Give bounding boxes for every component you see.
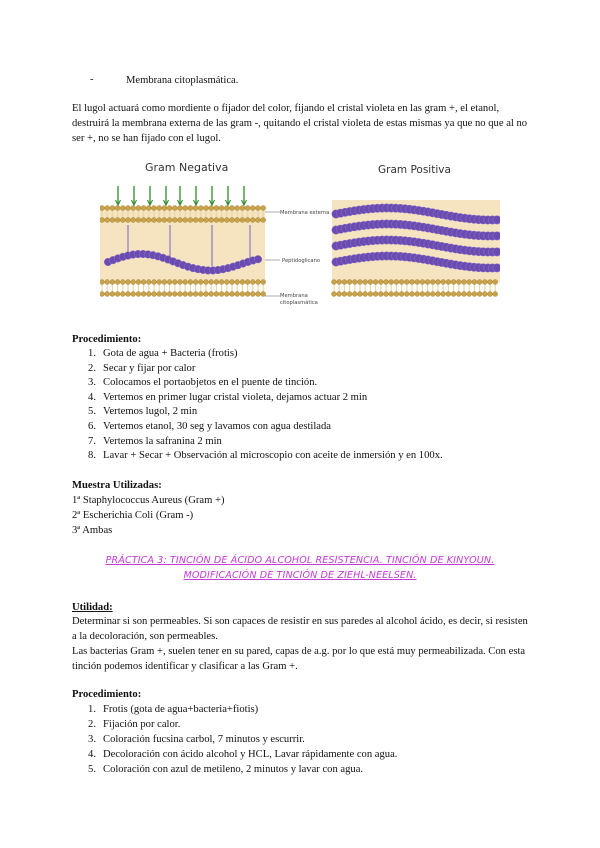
- lipid-head: [261, 280, 266, 285]
- lipid-head: [162, 292, 167, 297]
- lipid-head: [378, 280, 383, 285]
- lipid-head: [446, 280, 451, 285]
- lipid-head: [172, 292, 177, 297]
- lipid-head: [332, 292, 337, 297]
- lipid-head: [430, 280, 435, 285]
- lipid-head: [477, 280, 482, 285]
- lipid-head: [488, 280, 493, 285]
- lipid-head: [188, 218, 193, 223]
- lipid-head: [157, 292, 162, 297]
- lipid-head: [384, 292, 389, 297]
- lipid-head: [230, 218, 235, 223]
- lipid-head: [404, 280, 409, 285]
- lipid-head: [214, 218, 219, 223]
- lipid-head: [136, 206, 141, 211]
- lipid-head: [193, 280, 198, 285]
- lipid-head: [250, 206, 255, 211]
- lipid-head: [105, 280, 110, 285]
- lipid-head: [256, 206, 261, 211]
- lipid-head: [146, 292, 151, 297]
- lipid-head: [172, 218, 177, 223]
- lipid-head: [178, 206, 183, 211]
- lipid-head: [430, 292, 435, 297]
- lipid-head: [105, 218, 110, 223]
- lipid-head: [172, 206, 177, 211]
- lipid-head: [224, 206, 229, 211]
- bullet-text-membrana: Membrana citoplasmática.: [126, 75, 239, 86]
- lipid-head: [230, 280, 235, 285]
- lipid-head: [131, 218, 136, 223]
- lipid-head: [467, 280, 472, 285]
- lipid-head: [198, 280, 203, 285]
- lipid-head: [219, 292, 224, 297]
- lipid-head: [183, 206, 188, 211]
- procedure-step: 2. Secar y fijar por calor: [88, 362, 196, 374]
- procedure-step: 8. Lavar + Secar + Observación al microscopio con aceite de inmersión y en 100x.: [88, 450, 443, 462]
- lipid-head: [162, 206, 167, 211]
- procedure-step: 4. Decoloración con ácido alcohol y HCL, Lavar rápidamente con agua.: [88, 749, 398, 760]
- lipid-head: [152, 218, 157, 223]
- lipid-head: [410, 280, 415, 285]
- figure-title-positive: Gram Positiva: [378, 164, 451, 176]
- lipid-head: [352, 280, 357, 285]
- lipid-head: [131, 206, 136, 211]
- utility-paragraph-2: Las bacterias Gram +, suelen tener en su pared, capas de a.g. por lo que está muy permeabilizada. Con esta tinción podemos identificar y clasificar a las Gram +.: [72, 646, 526, 672]
- lipid-head: [235, 206, 240, 211]
- lipid-head: [493, 280, 498, 285]
- procedure-step: 6. Vertemos etanol, 30 seg y lavamos con agua destilada: [88, 420, 331, 432]
- peptidoglycan-bead: [493, 232, 500, 240]
- lipid-head: [245, 292, 250, 297]
- lipid-head: [209, 206, 214, 211]
- figure-labels: [265, 210, 329, 306]
- lipid-head: [152, 206, 157, 211]
- lipid-head: [347, 292, 352, 297]
- lipid-head: [110, 280, 115, 285]
- lipid-head: [467, 292, 472, 297]
- bullet-dash: -: [90, 74, 94, 85]
- lipid-head: [482, 280, 487, 285]
- sample-item-1: 1ª Staphylococcus Aureus (Gram +): [72, 495, 225, 506]
- lipid-head: [462, 292, 467, 297]
- label-peptidoglycan: Peptidoglicano: [282, 258, 321, 264]
- lipid-head: [115, 280, 120, 285]
- gram-wall-figure: [100, 150, 500, 320]
- lipid-head: [415, 280, 420, 285]
- lipid-head: [141, 218, 146, 223]
- lipid-head: [224, 218, 229, 223]
- peptidoglycan-bead: [493, 264, 500, 272]
- cytoplasmic-membrane-positive: [332, 280, 498, 297]
- lipid-head: [420, 292, 425, 297]
- lipid-head: [136, 292, 141, 297]
- lipid-head: [441, 292, 446, 297]
- lipid-head: [394, 292, 399, 297]
- lipid-head: [352, 292, 357, 297]
- cytoplasmic-membrane-negative: [100, 280, 266, 297]
- lipid-head: [188, 280, 193, 285]
- lipid-head: [373, 280, 378, 285]
- label-cyto-membrane-2: citoplasmática: [280, 300, 318, 306]
- lipid-head: [209, 218, 214, 223]
- lipid-head: [373, 292, 378, 297]
- lipid-head: [214, 292, 219, 297]
- lipid-head: [436, 280, 441, 285]
- lipid-head: [167, 206, 172, 211]
- lipid-head: [462, 280, 467, 285]
- lipid-head: [488, 292, 493, 297]
- lipid-head: [141, 280, 146, 285]
- gram-negative-panel: [100, 186, 266, 297]
- lipid-head: [250, 280, 255, 285]
- lipid-head: [172, 280, 177, 285]
- lipid-head: [146, 218, 151, 223]
- lipid-head: [141, 206, 146, 211]
- lipid-head: [456, 280, 461, 285]
- lipid-head: [332, 280, 337, 285]
- lipid-head: [198, 292, 203, 297]
- procedure-heading-2: Procedimiento:: [72, 689, 142, 700]
- lipid-head: [384, 280, 389, 285]
- lipid-head: [337, 280, 342, 285]
- lipid-head: [193, 218, 198, 223]
- lipid-head: [245, 206, 250, 211]
- lipid-head: [235, 292, 240, 297]
- procedure-step: 7. Vertemos la safranina 2 min: [88, 435, 222, 447]
- lipid-head: [209, 292, 214, 297]
- peptidoglycan-bead: [493, 216, 500, 224]
- lipid-head: [100, 280, 105, 285]
- lipid-head: [240, 206, 245, 211]
- lipid-head: [415, 292, 420, 297]
- lipid-head: [126, 280, 131, 285]
- lipid-head: [131, 280, 136, 285]
- lipid-head: [110, 292, 115, 297]
- lipid-head: [235, 280, 240, 285]
- lipid-head: [425, 292, 430, 297]
- lipid-head: [250, 292, 255, 297]
- lipid-head: [368, 292, 373, 297]
- lipid-head: [261, 206, 266, 211]
- lipid-head: [446, 292, 451, 297]
- peptidoglycan-bead: [254, 255, 262, 263]
- lipid-head: [436, 292, 441, 297]
- lipid-head: [167, 292, 172, 297]
- lipid-head: [451, 280, 456, 285]
- lipid-head: [224, 292, 229, 297]
- lipid-head: [363, 292, 368, 297]
- lipid-head: [178, 280, 183, 285]
- lipid-head: [261, 218, 266, 223]
- lipid-head: [214, 280, 219, 285]
- lipid-head: [183, 218, 188, 223]
- sample-item-3: 3ª Ambas: [72, 525, 113, 536]
- peptidoglycan-bead: [493, 248, 500, 256]
- lipid-head: [198, 218, 203, 223]
- lipid-head: [394, 280, 399, 285]
- procedure-list-2: [72, 702, 397, 777]
- lipid-head: [224, 280, 229, 285]
- lipid-head: [410, 292, 415, 297]
- figure-title-negative: Gram Negativa: [145, 161, 229, 174]
- lipid-head: [204, 292, 209, 297]
- lipid-head: [472, 292, 477, 297]
- lipid-head: [230, 292, 235, 297]
- lipid-head: [256, 280, 261, 285]
- lipid-head: [451, 292, 456, 297]
- lipid-head: [178, 292, 183, 297]
- lipid-head: [157, 280, 162, 285]
- lipid-head: [219, 206, 224, 211]
- lipid-head: [105, 206, 110, 211]
- lipid-head: [214, 206, 219, 211]
- lipid-head: [363, 280, 368, 285]
- lipid-head: [337, 292, 342, 297]
- lps-arrows: [116, 186, 247, 205]
- lipid-head: [110, 218, 115, 223]
- lipid-head: [198, 206, 203, 211]
- lipid-head: [240, 218, 245, 223]
- lipid-head: [472, 280, 477, 285]
- lipid-head: [493, 292, 498, 297]
- lipid-head: [256, 292, 261, 297]
- lipid-head: [162, 218, 167, 223]
- lipid-head: [240, 292, 245, 297]
- lipid-head: [178, 218, 183, 223]
- lipid-head: [378, 292, 383, 297]
- lipid-head: [240, 280, 245, 285]
- procedure-step: 5. Vertemos lugol, 2 min: [88, 406, 198, 418]
- lipid-head: [167, 280, 172, 285]
- lipid-head: [389, 280, 394, 285]
- procedure-step: 2. Fijación por calor.: [88, 719, 181, 730]
- lipid-head: [136, 280, 141, 285]
- lipid-head: [100, 292, 105, 297]
- lipid-head: [219, 218, 224, 223]
- lipid-head: [219, 280, 224, 285]
- lipid-head: [245, 218, 250, 223]
- procedure-heading-1: Procedimiento:: [72, 334, 142, 345]
- lipid-head: [425, 280, 430, 285]
- lipid-head: [204, 218, 209, 223]
- lipid-head: [136, 218, 141, 223]
- label-outer-membrane: Membrana externa: [280, 210, 330, 216]
- lipid-head: [146, 206, 151, 211]
- procedure-step: 3. Colocamos el portaobjetos en el puente de tinción.: [88, 377, 318, 389]
- lipid-head: [167, 218, 172, 223]
- gram-positive-panel: [332, 200, 501, 297]
- lipid-head: [131, 292, 136, 297]
- lipid-head: [477, 292, 482, 297]
- lipid-head: [404, 292, 409, 297]
- lipid-head: [120, 280, 125, 285]
- lugol-paragraph: El lugol actuará como mordiente o fijador del color, fijando el cristal violeta en las gram +, el etanol, destruirá la membrana externa de las gram -, quitando el cristal violeta de estas mismas ya que no que al no ser +, no se han fijado con el lugol.: [72, 103, 528, 144]
- lipid-head: [126, 218, 131, 223]
- lipid-head: [115, 218, 120, 223]
- lipid-head: [204, 206, 209, 211]
- lipid-head: [193, 206, 198, 211]
- lipid-head: [115, 292, 120, 297]
- lipid-head: [230, 206, 235, 211]
- lipid-head: [120, 292, 125, 297]
- utility-heading: Utilidad:: [72, 602, 113, 613]
- lipid-head: [126, 292, 131, 297]
- sample-item-2: 2ª Escherichia Coli (Gram -): [72, 510, 194, 521]
- lipid-head: [368, 280, 373, 285]
- lipid-head: [188, 206, 193, 211]
- procedure-step: 1. Gota de agua + Bacteria (frotis): [88, 348, 238, 359]
- lipid-head: [115, 206, 120, 211]
- lipid-head: [261, 292, 266, 297]
- lipid-head: [188, 292, 193, 297]
- lipid-head: [152, 280, 157, 285]
- lipid-head: [482, 292, 487, 297]
- lipid-head: [389, 292, 394, 297]
- procedure-step: 1. Frotis (gota de agua+bacteria+fiotis): [88, 704, 259, 715]
- practice-3-title[interactable]: PRÁCTICA 3: TINCIÓN DE ÁCIDO ALCOHOL RESISTENCIA. TINCIÓN DE KINYOUN. MODIFICACIÓN DE TINCIÓN DE ZIEHL-NEELSEN.: [105, 555, 495, 581]
- lipid-head: [152, 292, 157, 297]
- lipid-head: [157, 206, 162, 211]
- lipid-head: [245, 280, 250, 285]
- lipid-head: [126, 206, 131, 211]
- lipid-head: [399, 292, 404, 297]
- procedure-step: 3. Coloración fucsina carbol, 7 minutos y escurrir.: [88, 734, 305, 745]
- lipid-head: [100, 206, 105, 211]
- lipid-head: [358, 292, 363, 297]
- lipid-head: [235, 218, 240, 223]
- lipid-head: [399, 280, 404, 285]
- lipid-head: [456, 292, 461, 297]
- lipid-head: [441, 280, 446, 285]
- lipid-head: [204, 280, 209, 285]
- lipid-head: [120, 206, 125, 211]
- lipid-head: [358, 280, 363, 285]
- lipid-head: [157, 218, 162, 223]
- procedure-step: 5. Coloración con azul de metileno, 2 minutos y lavar con agua.: [88, 764, 364, 775]
- lipid-head: [141, 292, 146, 297]
- lipid-head: [146, 280, 151, 285]
- lipid-head: [110, 206, 115, 211]
- procedure-list-1: [72, 347, 443, 464]
- lipid-head: [120, 218, 125, 223]
- procedure-step: 4. Vertemos en primer lugar cristal violeta, dejamos actuar 2 min: [88, 391, 368, 403]
- samples-heading: Muestra Utilizadas:: [72, 480, 162, 491]
- lipid-head: [347, 280, 352, 285]
- lipid-head: [162, 280, 167, 285]
- lipid-head: [209, 280, 214, 285]
- lipid-head: [100, 218, 105, 223]
- lipid-head: [420, 280, 425, 285]
- utility-paragraph-1: Determinar si son permeables. Si son capaces de resistir en sus paredes al alcohol ácido, es decir, si resisten a la decoloración, son permeables.: [72, 616, 528, 642]
- lipid-head: [250, 218, 255, 223]
- lipid-head: [105, 292, 110, 297]
- lipid-head: [256, 218, 261, 223]
- lipid-head: [193, 292, 198, 297]
- lipid-head: [183, 280, 188, 285]
- lipid-head: [183, 292, 188, 297]
- label-cyto-membrane-1: Membrana: [280, 293, 308, 299]
- lipid-head: [342, 292, 347, 297]
- lipid-head: [342, 280, 347, 285]
